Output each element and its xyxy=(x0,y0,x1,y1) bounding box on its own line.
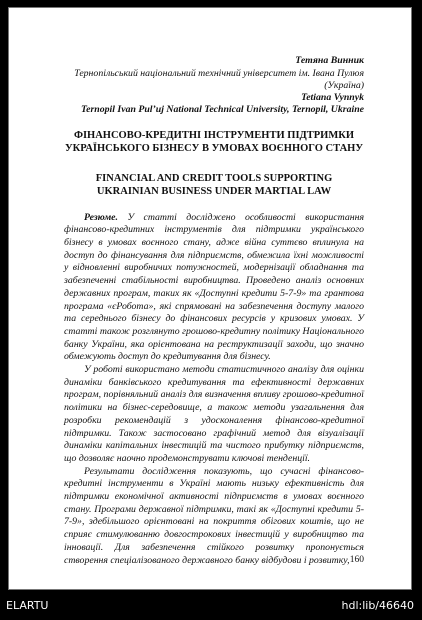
abstract-paragraph-3: Результати дослідження показують, що сучасні фінансово-кредитні інструменти в Україні мають низьку ефективність для підтримки економічної активності підприємств в умовах воєнного стану. Програми державної підтримки, такі як «Доступні кредити 5-7-9», здебільшого орієнтовані на покриття обігових коштів, що не сприяє стимулюванню довгострокових інвестицій у виробництво та інновації. Для забезпечення стійкого розвитку пропонується створення спеціалізованого державного банку відбудови і розвитку, xyxy=(64,465,364,566)
abstract-paragraph-2: У роботі використано методи статистичного аналізу для оцінки динаміки банківського кредитування та ефективності державних програм, порівняльний аналіз для визначення впливу грошово-кредитної політики на бізнес-середовище, а також методи узагальнення для розробки рекомендацій з удосконалення фінансово-кредитної підтримки. Також застосовано графічний метод для візуалізації динаміки капітальних інвестицій та чистого прибутку підприємств, що дозволяє наочно продемонструвати ключові тенденції. xyxy=(64,364,364,464)
abstract-paragraph-1-text: У статті досліджено особливості використання фінансово-кредитних інструментів для підтримки українського бізнесу в умовах воєнного стану, адже війна суттєво вплинула на доступ до фінансування для підприємств, обмежила їхні можливості у відновленні виробничих потужностей, модернізації обладнання та забезпеченні стабільності виробництва. Проведено аналіз основних державних програм, таких як «Доступні кредити 5-7-9» та грантова програма «єРобота», які спрямовані на забезпечення доступу малого та середнього бізнесу до фінансових ресурсів у кризових умовах. У статті також розглянуто грошово-кредитну політику Національного банку України, яка орієнтована на реструктизації заходи, що значно обмежують доступ до кредитування для бізнесу. xyxy=(64,211,364,363)
author-name-en: Tetiana Vynnyk xyxy=(301,91,364,103)
abstract-paragraph-1 xyxy=(64,212,364,364)
repository-footer xyxy=(0,590,422,620)
article-title-en: FINANCIAL AND CREDIT TOOLS SUPPORTING UKRAINIAN BUSINESS UNDER MARTIAL LAW xyxy=(95,173,333,197)
author-affiliation-ua: Тернопільський національний технічний університет ім. Івана Пулюя (Україна) xyxy=(74,67,364,91)
handle-id: hdl:lib/46640 xyxy=(341,599,414,612)
abstract-label: Резюме. xyxy=(84,211,118,223)
article-title-ua: ФІНАНСОВО-КРЕДИТНІ ІНСТРУМЕНТИ ПІДТРИМКИ УКРАЇНСЬКОГО БІЗНЕСУ В УМОВАХ ВОЄННОГО СТАНУ xyxy=(64,130,364,155)
repository-name: ELARTU xyxy=(6,599,49,612)
page-number: 160 xyxy=(349,555,364,565)
author-name-ua: Тетяна Винник xyxy=(295,55,364,66)
document-page xyxy=(8,7,412,590)
author-affiliation-en: Ternopil Ivan Pul’uj National Technical University, Ternopil, Ukraine xyxy=(81,104,364,116)
page-content xyxy=(64,8,364,589)
